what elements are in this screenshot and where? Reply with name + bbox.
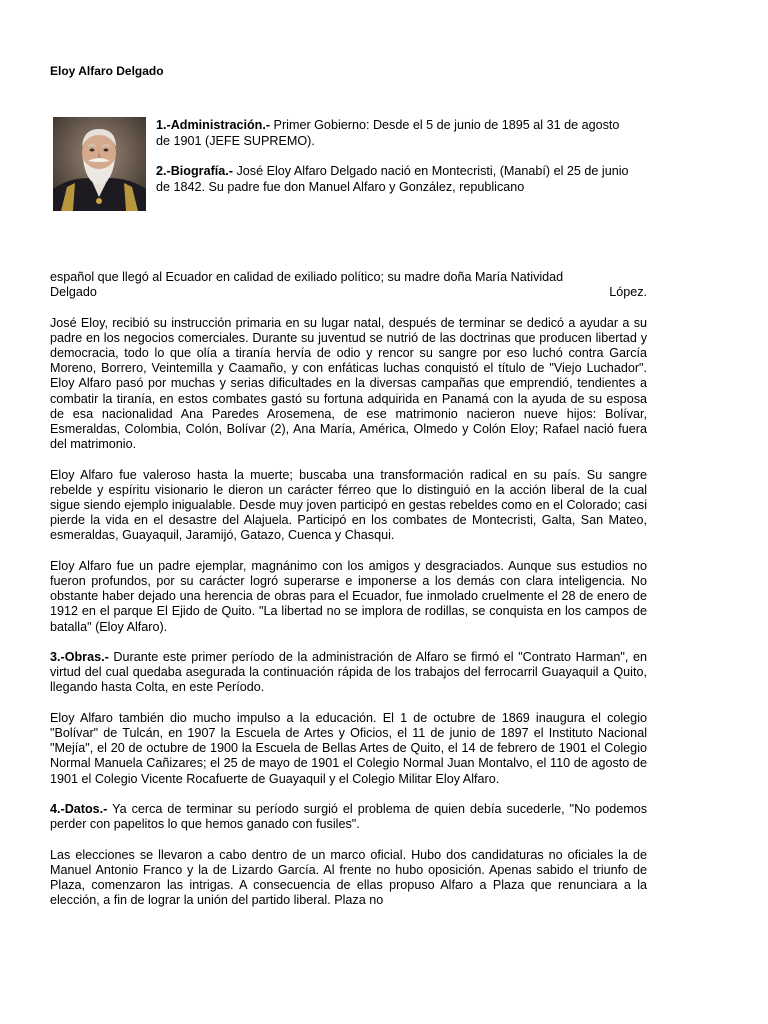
biografia-continuation [50, 270, 647, 300]
obras-text: Durante este primer período de la administración de Alfaro se firmó el "Contrato Harman", en virtud del cual quedaba asegurada la continuación rápida de los trabajos del ferrocarril Guayaquil a Quito, llegando hasta Colta, en este Período. [50, 650, 647, 695]
paragraph-instruccion: José Eloy, recibió su instrucción primaria en su lugar natal, después de terminar se dedicó a ayudar a su padre en los negocios comerciales. Durante su juventud se nutrió de las doctrinas que producen libertad y democracia, todo lo que olía a tiranía hervía de odio y rencor su sangre por eso luchó contra García Moreno, Borrero, Veintemilla y Caamaño, y con enfáticas luchas conquistó el título de "Viejo Luchador". Eloy Alfaro pasó por muchas y serias dificultades en la diversas campañas que emprendió, tendientes a combatir la tiranía, en estos combates gastó su fortuna adquirida en Panamá con la ayuda de su esposa de esa nacionalidad Ana Paredes Arosemena, de ese matrimonio nacieron nueve hijos: Bolívar, Esmeraldas, Colombia, Colón, Bolívar (2), Ana María, América, Olmedo y Colón Eloy; Rafael nació fuera del matrimonio. [50, 315, 647, 452]
biografia-text: José Eloy Alfaro Delgado nació en Montecristi, (Manabí) el 25 de junio de 1842. Su padre fue don Manuel Alfaro y González, republicano [156, 164, 629, 194]
portrait-image [53, 117, 146, 211]
intro-block [156, 118, 636, 210]
datos-paragraph [50, 802, 647, 832]
main-text [50, 270, 647, 924]
biografia-cont-line1: español que llegó al Ecuador en calidad de exiliado político; su madre doña María Natividad [50, 270, 564, 284]
biografia-cont-left: Delgado [50, 285, 97, 300]
biografia-paragraph [156, 164, 636, 195]
paragraph-valeroso: Eloy Alfaro fue valeroso hasta la muerte; buscaba una transformación radical en su país. Su sangre rebelde y espíritu visionario le dieron un carácter férreo que lo distinguió en la acción liberal de la cual sigue siendo ejemplo inigualable. Desde muy joven participó en gestas rebeldes como en el Colorado; casi pierde la vida en el desastre del Alajuela. Participó en los combates de Montecristi, Galta, San Mateo, esmeraldas, Guayaquil, Jaramijó, Gatazo, Cuenca y Chasqui. [50, 467, 647, 543]
datos-heading: 4.-Datos.- [50, 802, 108, 817]
administracion-paragraph [156, 118, 636, 149]
obras-heading: 3.-Obras.- [50, 650, 109, 665]
paragraph-padre: Eloy Alfaro fue un padre ejemplar, magnánimo con los amigos y desgraciados. Aunque sus estudios no fueron profundos, por su carácter logró superarse e imponerse a los demás con clara inteligencia. No obstante haber dejado una herencia de obras para el Ecuador, fue inmolado cruelmente el 28 de enero de 1912 en el parque El Ejido de Quito. "La libertad no se implora de rodillas, se conquista en los campos de batalla" (Eloy Alfaro). [50, 558, 647, 634]
biografia-heading: 2.-Biografía.- [156, 164, 233, 178]
administracion-heading: 1.-Administración.- [156, 118, 271, 132]
obras-paragraph [50, 650, 647, 696]
biografia-cont-right: López. [609, 285, 647, 300]
document-title: Eloy Alfaro Delgado [50, 64, 164, 78]
paragraph-educacion: Eloy Alfaro también dio mucho impulso a la educación. El 1 de octubre de 1869 inaugura el colegio "Bolívar" de Tulcán, en 1907 la Escuela de Artes y Oficios, el 11 de junio de 1897 el Instituto Nacional "Mejía", el 20 de octubre de 1900 la Escuela de Bellas Artes de Quito, el 14 de febrero de 1901 el Colegio Normal Manuela Cañizares; el 25 de mayo de 1901 el Colegio Normal Juan Montalvo, el 110 de agosto de 1901 el Colegio Vicente Rocafuerte de Guayaquil y el Colegio Militar Eloy Alfaro. [50, 710, 647, 786]
portrait-icon [53, 117, 146, 211]
biografia-cont-line2 [50, 285, 647, 300]
administracion-text: Primer Gobierno: Desde el 5 de junio de 1895 al 31 de agosto de 1901 (JEFE SUPREMO). [156, 118, 620, 148]
datos-text: Ya cerca de terminar su período surgió el problema de quien debía sucederle, "No podemos perder con papelitos lo que hemos ganado con fusiles". [50, 802, 647, 832]
paragraph-elecciones: Las elecciones se llevaron a cabo dentro de un marco oficial. Hubo dos candidaturas no oficiales la de Manuel Antonio Franco y la de Lizardo García. Al frente no hubo oposición. Apenas sabido el triunfo de Plaza, comenzaron las intrigas. A consecuencia de ellas propuso Alfaro a Plaza que renunciara a la elección, a fin de lograr la unión del partido liberal. Plaza no [50, 847, 647, 908]
